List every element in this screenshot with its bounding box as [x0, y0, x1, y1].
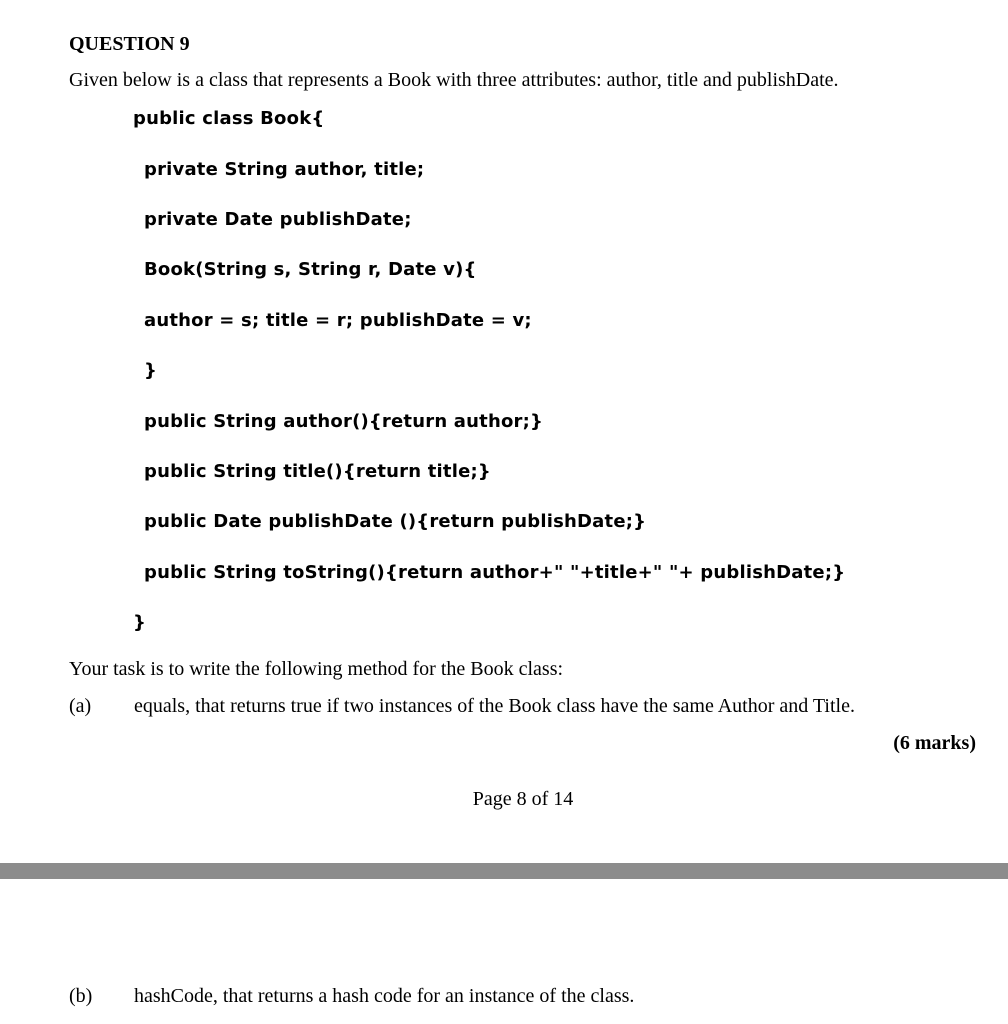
code-line-field-publishdate: private Date publishDate; [144, 209, 412, 230]
code-line-title-method: public String title(){return title;} [144, 461, 491, 482]
page-divider [0, 863, 1008, 879]
code-line-author-method: public String author(){return author;} [144, 411, 544, 432]
code-line-class-decl: public class Book{ [133, 108, 325, 129]
question-heading: QUESTION 9 [69, 33, 190, 55]
code-line-constructor-close: } [144, 360, 158, 381]
marks-label: (6 marks) [893, 732, 976, 754]
task-intro: Your task is to write the following method for the Book class: [69, 658, 564, 680]
code-line-tostring-method: public String toString(){return author+" "+title+" "+ publishDate;} [144, 562, 846, 583]
code-line-class-close: } [133, 612, 147, 633]
question-intro: Given below is a class that represents a Book with three attributes: author, title and publishDate. [69, 69, 839, 91]
code-line-publishdate-method: public Date publishDate (){return publishDate;} [144, 511, 647, 532]
code-line-fields-author-title: private String author, title; [144, 159, 425, 180]
page-number: Page 8 of 14 [472, 788, 574, 810]
code-line-constructor: Book(String s, String r, Date v){ [144, 259, 477, 280]
part-a-label: (a) [69, 695, 92, 717]
part-b-text: hashCode, that returns a hash code for an instance of the class. [134, 985, 635, 1007]
code-line-assignments: author = s; title = r; publishDate = v; [144, 310, 532, 331]
part-a-text: equals, that returns true if two instances of the Book class have the same Author and Title. [134, 695, 855, 717]
part-b-label: (b) [69, 985, 93, 1007]
